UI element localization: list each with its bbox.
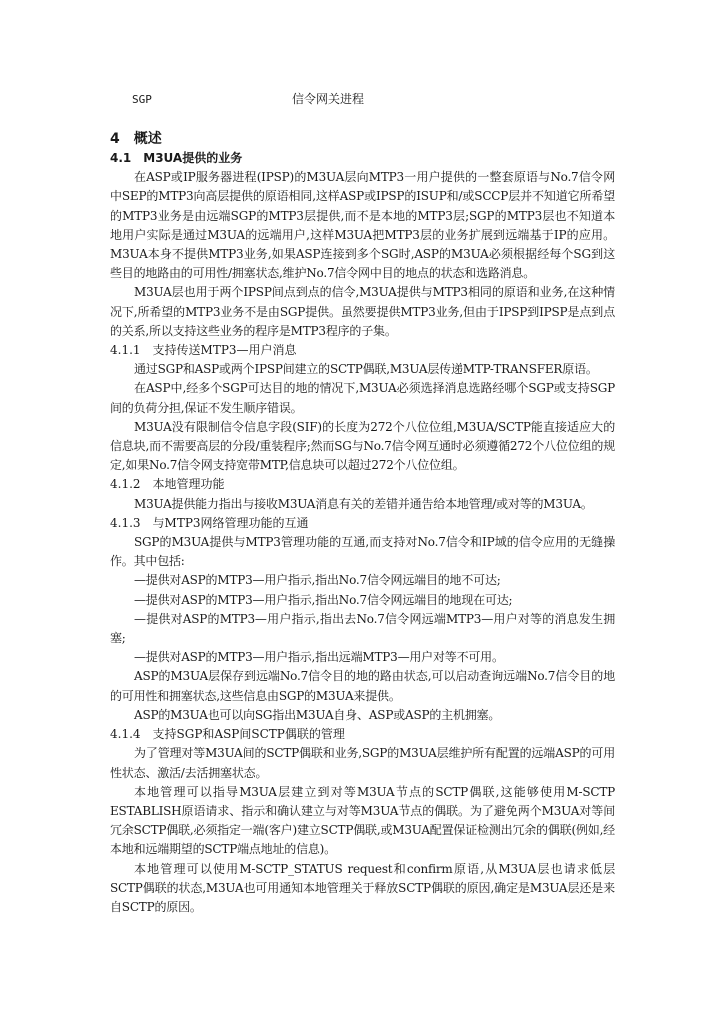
- subsection-heading-4-1-4: 4.1.4 支持SGP和ASP间SCTP偶联的管理: [110, 727, 345, 742]
- paragraph: 在ASP或IP服务器进程(IPSP)的M3UA层向MTP3一用户提供的一整套原语与No.7信令网中SEP的MTP3向高层提供的原语相同,这样ASP或IPSP的ISUP和/或SCCP层并不知道它所希望的MTP3业务是由远端SGP的MTP3层提供,而不是本地的MTP3层;SGP的MTP3层也不知道本地用户实际是通过M3UA的远端用户,这样M3UA把MTP3层的业务扩展到远端基于IP的应用。M3UA本身不提供MTP3业务,如果ASP连接到多个SG时,ASP的M3UA必须根据经每个SG到这些目的地路由的可用性/拥塞状态,维护No.7信令网中目的地点的状态和选路消息。: [110, 170, 615, 281]
- abbreviation-term: SGP: [132, 93, 152, 106]
- subsection-heading-4-1-2: 4.1.2 本地管理功能: [110, 477, 225, 492]
- list-item: —提供对ASP的MTP3—用户指示,指出No.7信令网远端目的地不可达;: [134, 573, 501, 588]
- paragraph: M3UA提供能力指出与接收M3UA消息有关的差错并通告给本地管理/或对等的M3UA。: [134, 496, 593, 511]
- paragraph: M3UA没有限制信令信息字段(SIF)的长度为272个八位位组,M3UA/SCTP能直接适应大的信息块,而不需要高层的分段/重装程序;然而SG与No.7信令网互通时必须遵循272个八位位组的规定,如果No.7信令网支持宽带MTP,信息块可以超过272个八位位组。: [110, 419, 615, 473]
- document-page: [110, 90, 615, 917]
- subsection-heading-4-1: 4.1 M3UA提供的业务: [110, 151, 243, 165]
- section-heading: 4 概述: [110, 131, 162, 147]
- paragraph: 在ASP中,经多个SGP可达目的地的情况下,M3UA必须选择消息选路经哪个SGP或支持SGP间的负荷分担,保证不发生顺序错误。: [110, 381, 615, 415]
- paragraph: 本地管理可以使用M-SCTP_STATUS request和confirm原语,从M3UA层也请求低层SCTP偶联的状态,M3UA也可用通知本地管理关于释放SCTP偶联的原因,确定是M3UA层还是来自SCTP的原因。: [110, 861, 615, 914]
- paragraph: M3UA层也用于两个IPSP间点到点的信令,M3UA提供与MTP3相同的原语和业务,在这种情况下,所希望的MTP3业务不是由SGP提供。虽然要提供MTP3业务,但由于IPSP到IPSP是点到点的关系,所以支持这些业务的程序是MTP3程序的子集。: [110, 285, 615, 338]
- paragraph: 为了管理对等M3UA间的SCTP偶联和业务,SGP的M3UA层维护所有配置的远端ASP的可用性状态、激活/去活拥塞状态。: [110, 746, 615, 780]
- paragraph: ASP的M3UA也可以向SG指出M3UA自身、ASP或ASP的主机拥塞。: [134, 707, 501, 722]
- paragraph: ASP的M3UA层保存到远端No.7信令目的地的路由状态,可以启动查询远端No.7信令目的地的可用性和拥塞状态,这些信息由SGP的M3UA来提供。: [110, 669, 615, 703]
- paragraph: 本地管理可以指导M3UA层建立到对等M3UA节点的SCTP偶联,这能够使用M-SCTP ESTABLISH原语请求、指示和确认建立与对等M3UA节点的偶联。为了避免两个M3UA对等间冗余SCTP偶联,必须指定一端(客户)建立SCTP偶联,或M3UA配置保证检测出冗余的偶联(例如,经本地和远端期望的SCTP端点地址的信息)。: [110, 784, 615, 857]
- paragraph: SGP的M3UA提供与MTP3管理功能的互通,而支持对No.7信令和IP域的信令应用的无缝操作。其中包括:: [110, 535, 615, 569]
- subsection-heading-4-1-3: 4.1.3 与MTP3网络管理功能的互通: [110, 515, 309, 530]
- list-item: —提供对ASP的MTP3—用户指示,指出远端MTP3—用户对等不可用。: [134, 650, 504, 665]
- subsection-heading-4-1-1: 4.1.1 支持传送MTP3—用户消息: [110, 343, 297, 358]
- list-item: —提供对ASP的MTP3—用户指示,指出No.7信令网远端目的地现在可达;: [134, 592, 513, 607]
- abbreviation-row: [110, 90, 615, 109]
- paragraph: 通过SGP和ASP或两个IPSP间建立的SCTP偶联,M3UA层传递MTP-TRANSFER原语。: [134, 362, 598, 377]
- list-item: —提供对ASP的MTP3—用户指示,指出去No.7信令网远端MTP3—用户对等的消息发生拥塞;: [110, 611, 615, 646]
- abbreviation-definition: 信令网关进程: [292, 92, 365, 106]
